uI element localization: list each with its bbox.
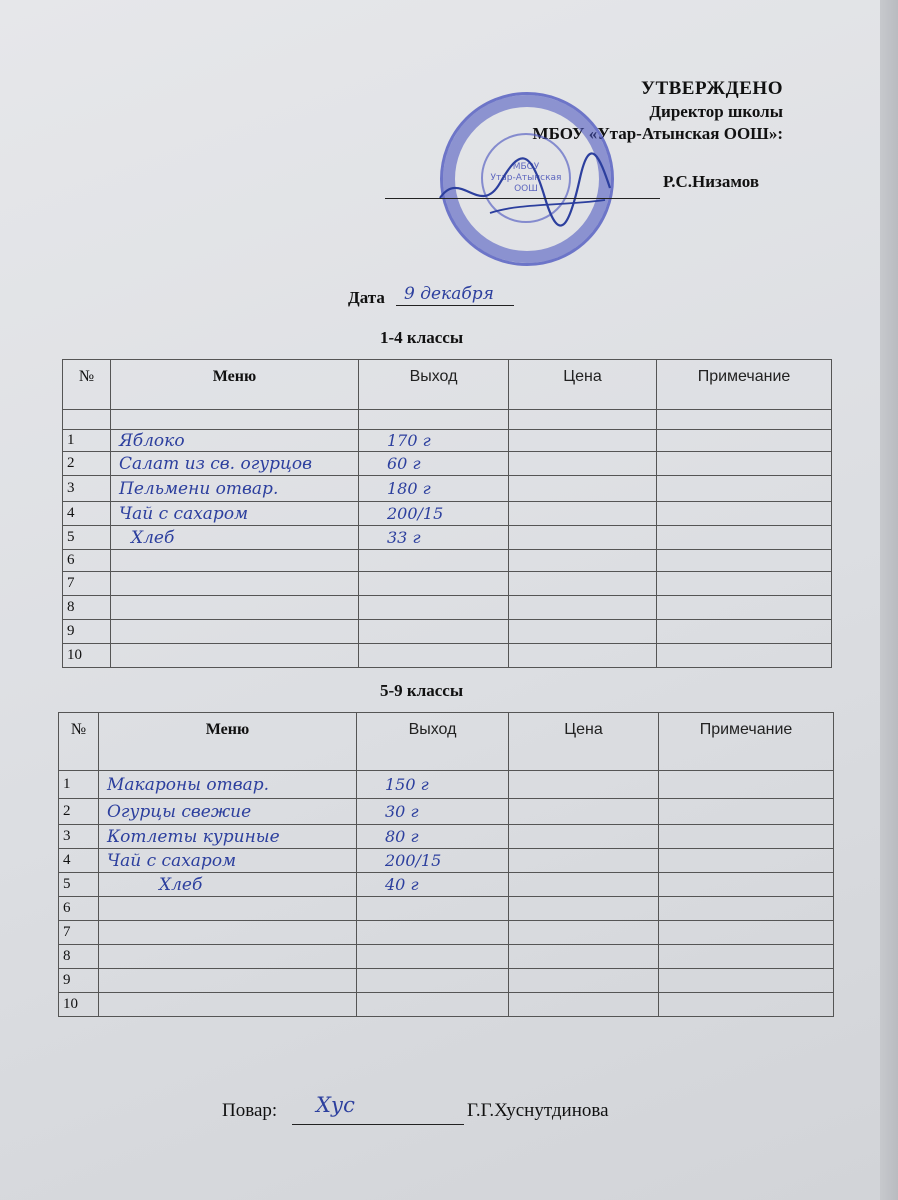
paper-edge	[880, 0, 898, 1200]
table-row: 10	[63, 644, 832, 668]
table-row: 6	[59, 897, 834, 921]
table-row: 4 Чай с сахаром 200/15	[59, 849, 834, 873]
header-menu: Меню	[99, 713, 357, 771]
approval-org: МБОУ «Утар-Атынская ООШ»:	[532, 124, 783, 143]
cook-signature-line	[292, 1124, 464, 1125]
table-row: 9	[63, 620, 832, 644]
table-row: 3 Пельмени отвар. 180 г	[63, 476, 832, 502]
table-row: 9	[59, 969, 834, 993]
approval-title: УТВЕРЖДЕНО	[641, 78, 783, 99]
table-row: 7	[63, 572, 832, 596]
header-num: №	[63, 360, 111, 410]
table-row: 7	[59, 921, 834, 945]
table-row: 1 Яблоко 170 г	[63, 430, 832, 452]
header-note: Примечание	[659, 713, 834, 771]
table1-spacer-row	[63, 410, 832, 430]
stamp-line-1: МБОУ	[512, 161, 540, 172]
table2-title: 5-9 классы	[380, 681, 464, 700]
header-output: Выход	[357, 713, 509, 771]
table-grades-5-9	[58, 712, 834, 1017]
stamp-line-2: Утар-Атынская	[490, 172, 562, 183]
table-row: 2 Салат из св. огурцов 60 г	[63, 452, 832, 476]
header-price: Цена	[509, 360, 657, 410]
director-name: Р.С.Низамов	[663, 172, 759, 191]
header-num: №	[59, 713, 99, 771]
header-menu: Меню	[111, 360, 359, 410]
header-note: Примечание	[657, 360, 832, 410]
table-grades-1-4	[62, 359, 832, 668]
table-row: 8	[59, 945, 834, 969]
approval-position: Директор школы	[649, 102, 783, 121]
table-row: 4 Чай с сахаром 200/15	[63, 502, 832, 526]
cook-label: Повар:	[222, 1100, 278, 1121]
cook-name: Г.Г.Хуснутдинова	[467, 1100, 609, 1121]
table-row: 6	[63, 550, 832, 572]
table-row: 2 Огурцы свежие 30 г	[59, 799, 834, 825]
table2-header-row	[59, 713, 834, 771]
header-output: Выход	[359, 360, 509, 410]
table-row: 5 Хлеб 33 г	[63, 526, 832, 550]
date-label: Дата	[348, 288, 385, 307]
table-row: 3 Котлеты куриные 80 г	[59, 825, 834, 849]
table-row: 8	[63, 596, 832, 620]
table-row: 5 Хлеб 40 г	[59, 873, 834, 897]
date-underline	[396, 305, 514, 306]
stamp-line-3: ООШ	[514, 183, 538, 194]
table-row: 10	[59, 993, 834, 1017]
cook-signature: Хус	[316, 1093, 355, 1117]
table1-title: 1-4 классы	[380, 328, 464, 347]
date-value: 9 декабря	[404, 284, 494, 304]
header-price: Цена	[509, 713, 659, 771]
director-signature-line	[385, 176, 660, 199]
table-row: 1 Макароны отвар. 150 г	[59, 771, 834, 799]
table1-header-row	[63, 360, 832, 410]
